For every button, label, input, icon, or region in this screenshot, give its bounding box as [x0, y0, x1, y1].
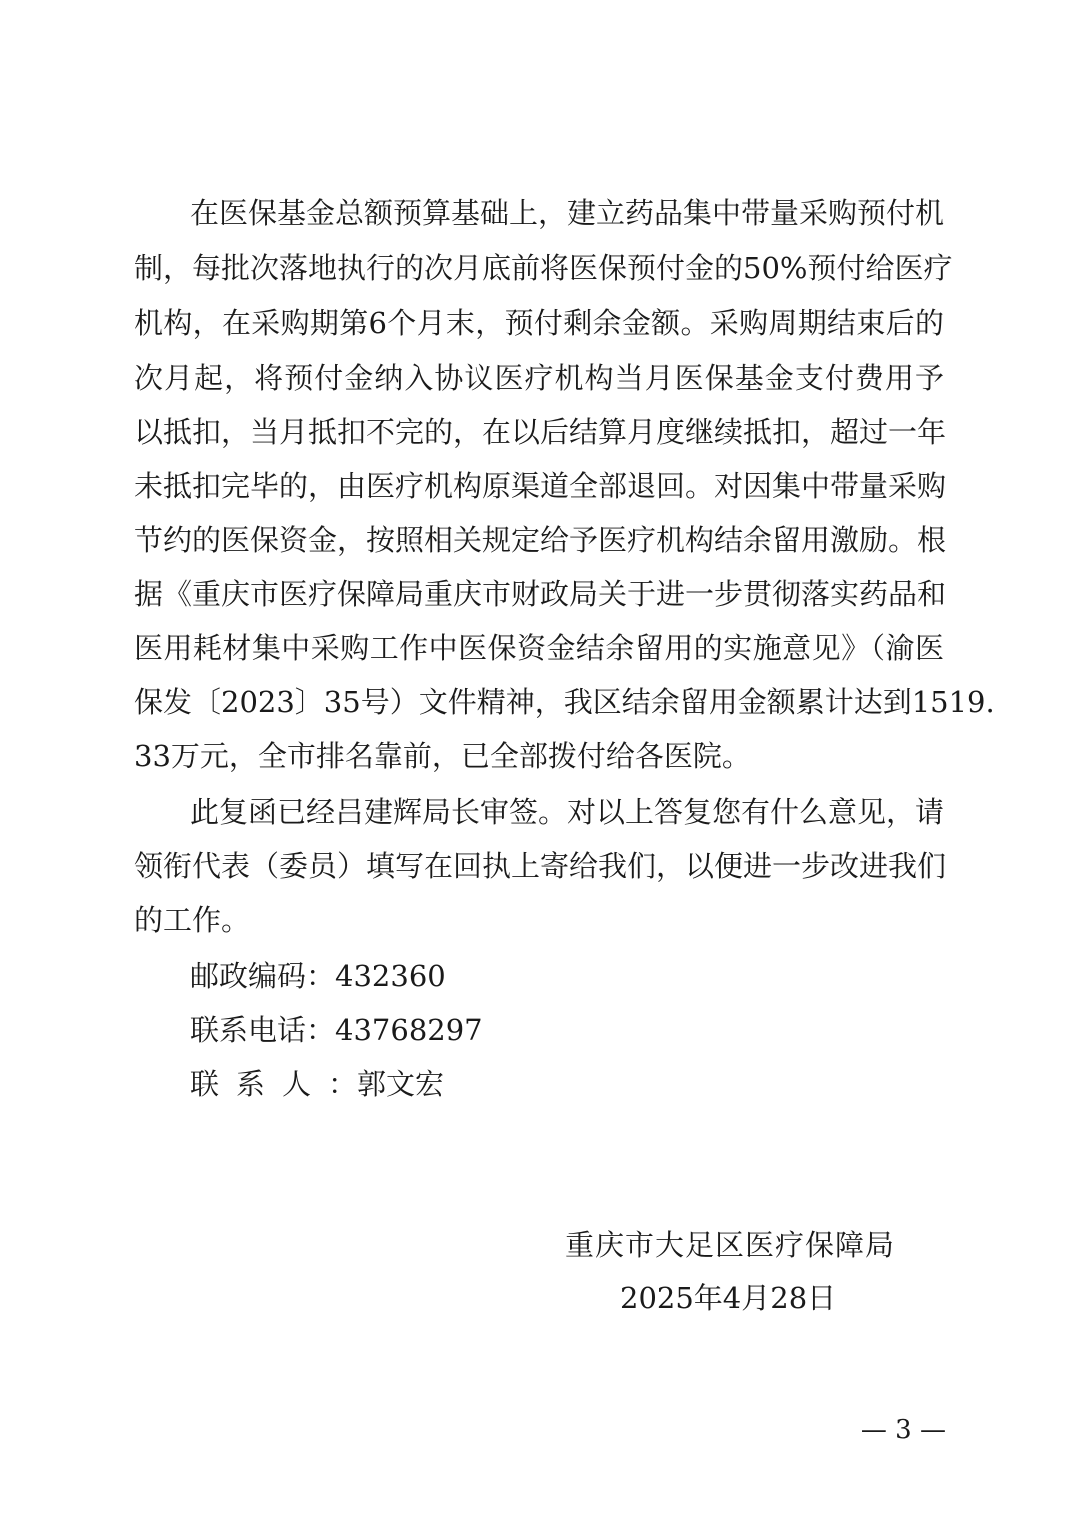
signature-organization: 重庆市大足区医疗保障局 — [565, 1228, 896, 1262]
postal-code-label: 邮政编码： — [190, 959, 336, 993]
contact-person-label: 联系人 — [190, 1067, 329, 1101]
signature-date: 2025年4月28日 — [620, 1281, 837, 1315]
paragraph1-line-3: 机构，在采购期第6个月末，预付剩余金额。采购周期结束后的 — [134, 306, 944, 340]
paragraph1-line-6: 未抵扣完毕的，由医疗机构原渠道全部退回。对因集中带量采购 — [134, 469, 947, 503]
paragraph1-line-4: 次月起，将预付金纳入协议医疗机构当月医保基金支付费用予 — [134, 361, 944, 395]
postal-code-value: 432360 — [335, 959, 446, 993]
paragraph1-line-11: 33万元，全市排名靠前，已全部拨付给各医院。 — [134, 739, 751, 773]
paragraph2-line-2: 领衔代表（委员）填写在回执上寄给我们，以便进一步改进我们 — [134, 849, 947, 883]
paragraph1-line-1: 在医保基金总额预算基础上，建立药品集中带量采购预付机 — [190, 196, 945, 230]
paragraph1-line-10: 保发〔2023〕35号）文件精神，我区结余留用金额累计达到1519. — [134, 685, 995, 719]
paragraph1-line-9: 医用耗材集中采购工作中医保资金结余留用的实施意见》（渝医 — [134, 631, 944, 665]
paragraph1-line-7: 节约的医保资金，按照相关规定给予医疗机构结余留用激励。根 — [134, 523, 947, 557]
phone-row — [190, 1010, 483, 1050]
contact-person-colon: ： — [328, 1067, 358, 1101]
paragraph1-line-2: 制，每批次落地执行的次月底前将医保预付金的50%预付给医疗 — [134, 251, 953, 285]
phone-value: 43768297 — [335, 1013, 483, 1047]
postal-code-row — [190, 956, 446, 996]
paragraph2-line-3: 的工作。 — [134, 903, 251, 937]
phone-label: 联系电话： — [190, 1013, 336, 1047]
page-number: — 3 — — [860, 1415, 946, 1445]
contact-person-row — [190, 1064, 444, 1104]
paragraph1-line-5: 以抵扣，当月抵扣不完的，在以后结算月度继续抵扣，超过一年 — [134, 415, 947, 449]
paragraph1-line-8: 据《重庆市医疗保障局重庆市财政局关于进一步贯彻落实药品和 — [134, 577, 947, 611]
contact-person-value: 郭文宏 — [357, 1067, 445, 1101]
paragraph2-line-1: 此复函已经吕建辉局长审签。对以上答复您有什么意见，请 — [190, 795, 945, 829]
